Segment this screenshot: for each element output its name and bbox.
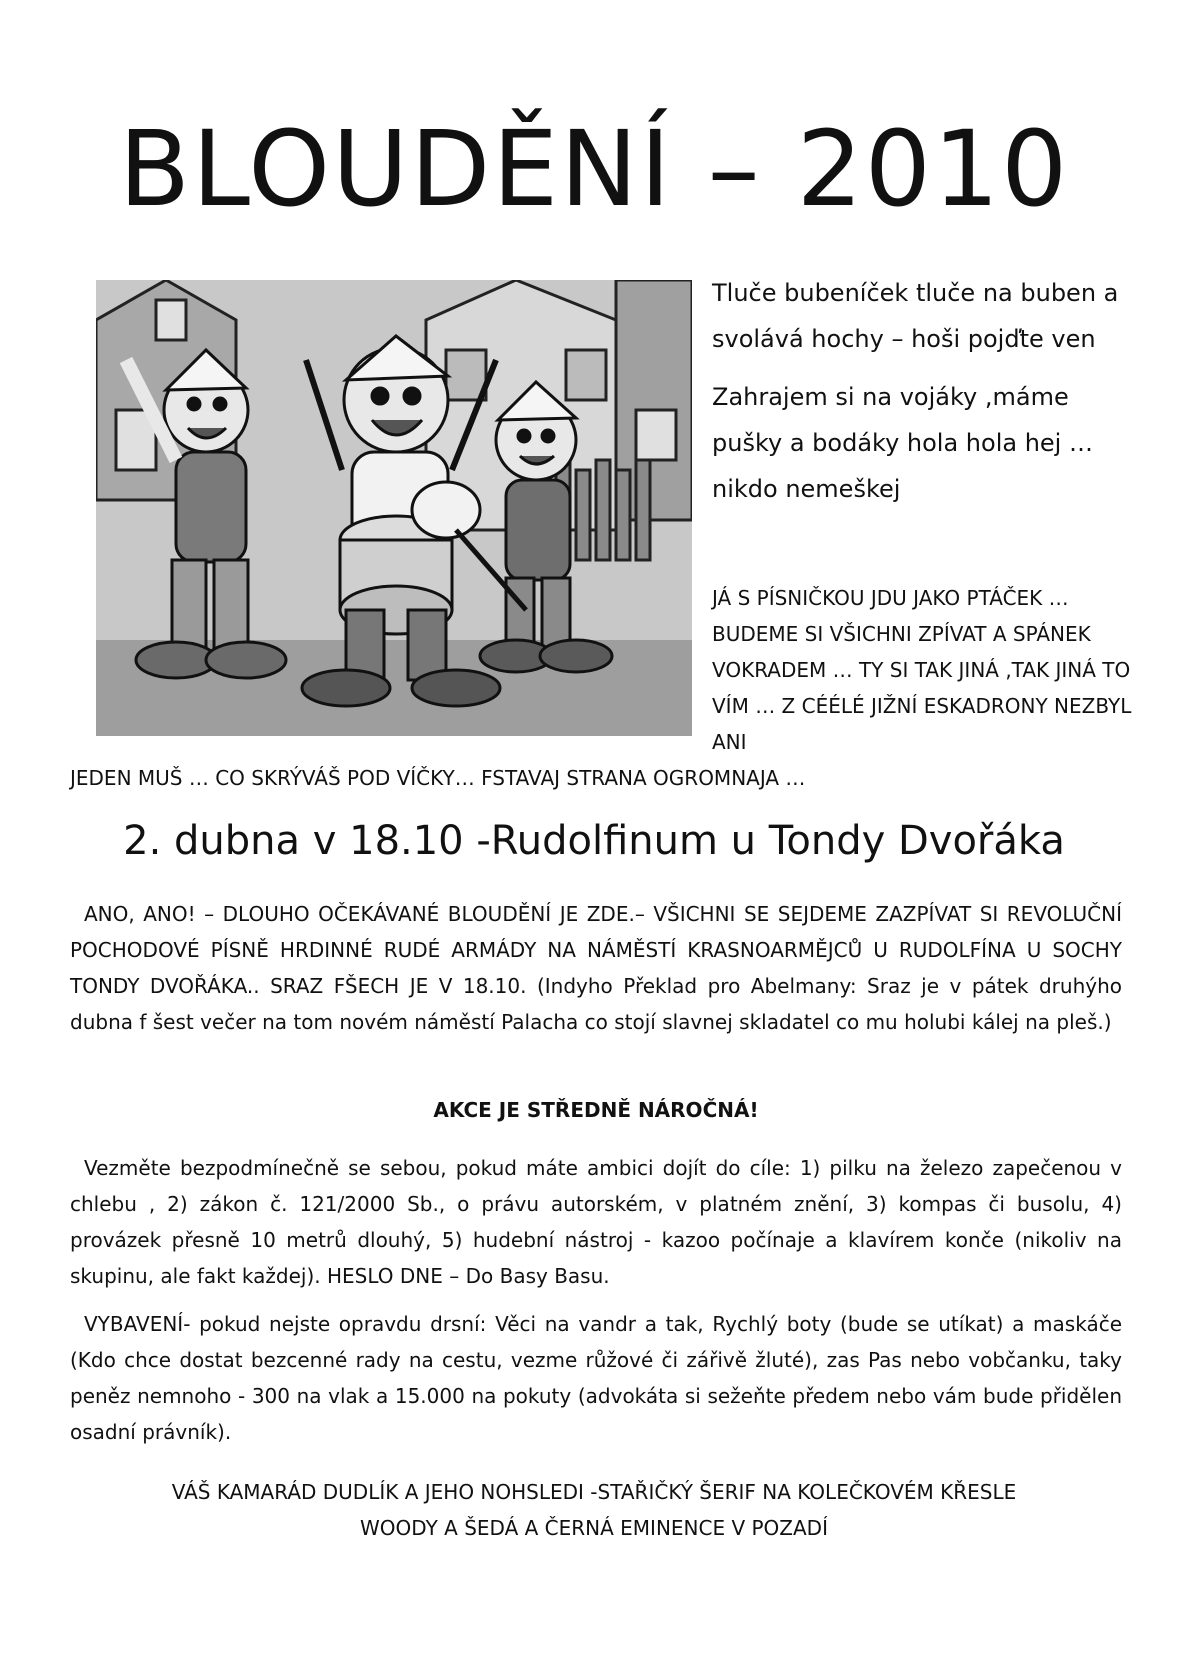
event-headline: 2. dubna v 18.10 -Rudolfinum u Tondy Dvořáka [123,818,1065,864]
signature-block [0,1474,1188,1546]
poem-stanza-2: Zahrajem si na vojáky ,máme pušky a bodáky hola hola hej …nikdo nemeškej [712,383,1093,503]
poem-stanza-1: Tluče bubeníček tluče na buben a svolává hochy – hoši pojďte ven [712,279,1119,353]
signature-line-2: WOODY A ŠEDÁ A ČERNÁ EMINENCE V POZADÍ [360,1516,828,1540]
signature-line-1: VÁŠ KAMARÁD DUDLÍK A JEHO NOHSLEDI -STAŘIČKÝ ŠERIF NA KOLEČKOVÉM KŘESLE [171,1480,1017,1504]
marching-boys-illustration [96,280,692,736]
song-lyrics-caps: JÁ S PÍSNIČKOU JDU JAKO PTÁČEK … BUDEME SI VŠICHNI ZPÍVAT A SPÁNEK VOKRADEM … TY SI TAK JINÁ ,TAK JINÁ TO VÍM … Z CÉÉLÉ JIŽNÍ ESKADRONY NEZBYL ANI [712,586,1132,754]
poem-verses [712,270,1132,524]
document-title: BLOUDĚNÍ – 2010 [118,108,1070,230]
optional-equipment-paragraph: VYBAVENÍ- pokud nejste opravdu drsní: Věci na vandr a tak, Rychlý boty (bude se utíkat) a maskáče (Kdo chce dostat bezcenné rady na cestu, vezme růžové či zářivě žluté), zas Pas nebo vobčanku, taky peněz nemnoho - 300 na vlak a 15.000 na pokuty (advokáta si sežeňte předem nebo vám bude přidělen osadní právník). [70,1312,1122,1444]
required-equipment-paragraph: Vezměte bezpodmínečně se sebou, pokud máte ambici dojít do cíle: 1) pilku na železo zapečenou v chlebu , 2) zákon č. 121/2000 Sb., o právu autorském, v platném znění, 3) kompas či busolu, 4) provázek přesně 10 metrů dlouhý, 5) hudební nástroj - kazoo počínaje a klavírem konče (nikoliv na skupinu, ale fakt každej). HESLO DNE – Do Basy Basu. [70,1156,1122,1288]
intro-paragraph: ANO, ANO! – DLOUHO OČEKÁVANÉ BLOUDĚNÍ JE ZDE.– VŠICHNI SE SEJDEME ZAZPÍVAT SI REVOLUČNÍ POCHODOVÉ PÍSNĚ HRDINNÉ RUDÉ ARMÁDY NA NÁMĚSTÍ KRASNOARMĚJCŮ U RUDOLFÍNA U SOCHY TONDY DVOŘÁKA.. SRAZ FŠECH JE V 18.10. (Indyho Překlad pro Abelmany: Sraz je v pátek druhýho dubna f šest večer na tom novém náměstí Palacha co stojí slavnej skladatel co mu holubi kálej na pleš.) [70,902,1122,1034]
song-lyrics-caps-tail: JEDEN MUŠ … CO SKRÝVÁŠ POD VÍČKY… FSTAVAJ STRANA OGROMNAJA … [70,766,806,790]
difficulty-notice: AKCE JE STŘEDNĚ NÁROČNÁ! [433,1098,759,1122]
cartoon-drawing [96,280,692,736]
